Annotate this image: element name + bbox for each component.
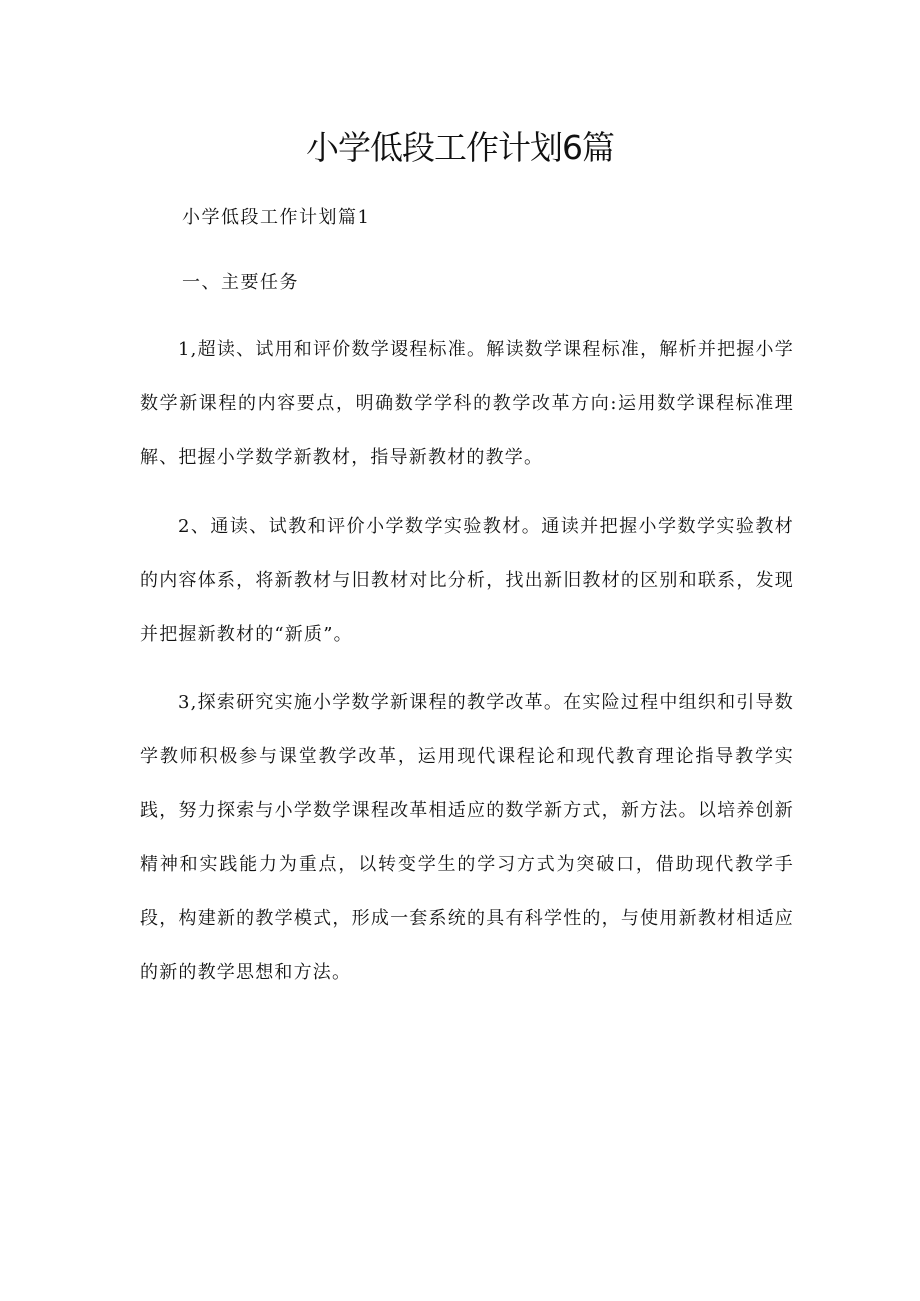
section-title: 小学低段工作计划篇1 bbox=[182, 207, 371, 228]
document-title: 小学低段工作计划6篇 bbox=[306, 128, 614, 167]
paragraph-1: 1,超读、试用和评价数学谡程标准。解读数学课程标准，解析并把握小学数学新课程的内容要点，明确数学学科的教学改革方向:运用数学课程标准理解、把握小学数学新教材，指导新教材的教学。 bbox=[140, 339, 794, 468]
paragraph-3: 3,探索研究实施小学数学新课程的教学改革。在实险过程中组织和引导数学教师积极参与课堂教学改革，运用现代课程论和现代教育理论指导教学实践，努力探索与小学数学课程改革相适应的数学新方式，新方法。以培养创新精神和实践能力为重点，以转变学生的学习方式为突破口，借助现代教学手段，构建新的教学模式，形成一套系统的具有科学性的，与使用新教材相适应的新的教学思想和方法。 bbox=[140, 692, 794, 983]
paragraph-2: 2、通读、试教和评价小学数学实验教材。通读并把握小学数学实验教材的内容体系，将新教材与旧教材对比分析，找出新旧教材的区别和联系，发现并把握新教材的“新质”。 bbox=[140, 516, 794, 645]
section-heading: 一、主要任务 bbox=[182, 272, 299, 293]
